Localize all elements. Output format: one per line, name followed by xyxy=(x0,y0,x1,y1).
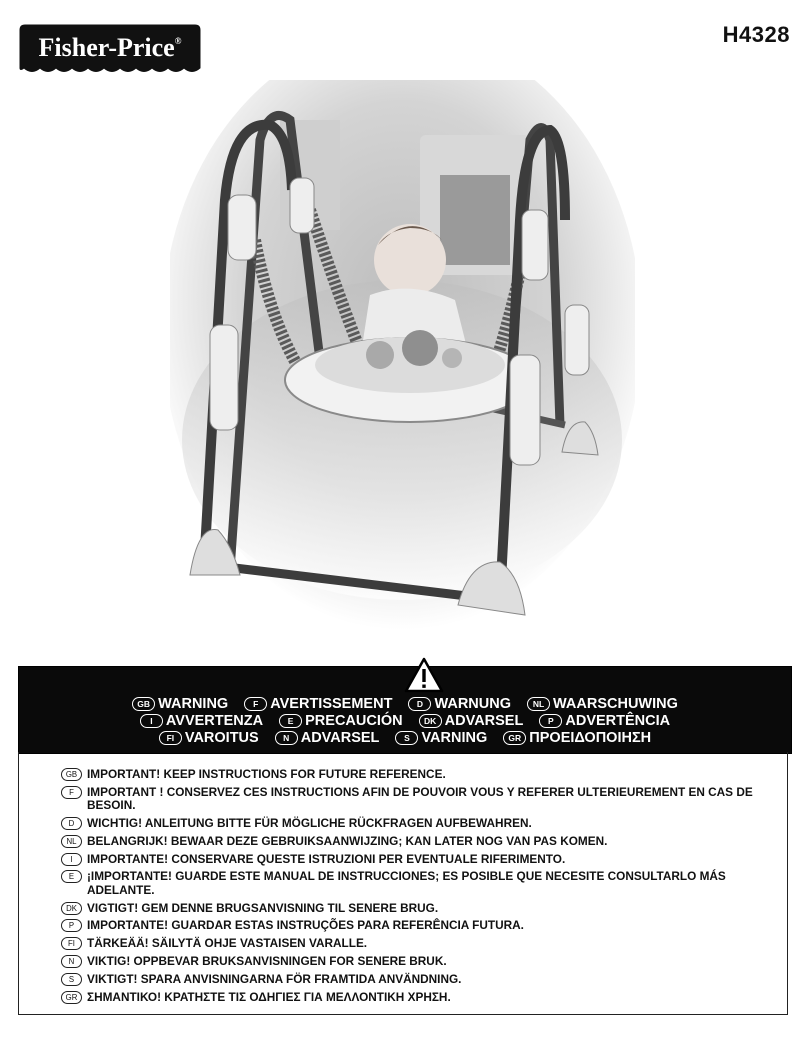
language-badge: F xyxy=(61,786,82,799)
svg-text:Fisher-Price® xyxy=(39,33,182,62)
notice-item xyxy=(61,919,776,932)
language-badge: FI xyxy=(159,731,182,745)
notice-item xyxy=(61,991,776,1004)
language-badge: N xyxy=(61,955,82,968)
model-number: H4328 xyxy=(722,22,790,47)
language-badge: F xyxy=(244,697,267,711)
warning-item xyxy=(527,696,678,713)
language-badge: GB xyxy=(61,768,82,781)
warning-text: ADVARSEL xyxy=(444,713,524,729)
notice-item xyxy=(61,786,776,813)
notice-item xyxy=(61,937,776,950)
product-photo xyxy=(170,80,635,640)
warning-triangle-icon xyxy=(404,657,444,693)
warning-row xyxy=(19,730,791,747)
warning-text: WARNING xyxy=(158,696,229,712)
notice-list xyxy=(61,768,776,1008)
language-badge: D xyxy=(408,697,431,711)
warning-text: AVVERTENZA xyxy=(165,713,264,729)
language-badge: GB xyxy=(132,697,155,711)
warning-item xyxy=(159,730,259,747)
warning-text: ADVARSEL xyxy=(300,730,380,746)
notice-text: VIKTIG! OPPBEVAR BRUKSANVISNINGEN FOR SENERE BRUK. xyxy=(87,953,447,968)
language-badge: S xyxy=(395,731,418,745)
notice-item xyxy=(61,853,776,866)
language-badge: FI xyxy=(61,937,82,950)
notice-item xyxy=(61,870,776,897)
warning-item xyxy=(539,713,670,730)
notice-text: IMPORTANTE! GUARDAR ESTAS INSTRUÇÕES PARA REFERÊNCIA FUTURA. xyxy=(87,918,524,933)
language-badge: P xyxy=(61,919,82,932)
warning-text: VARNING xyxy=(421,730,488,746)
warning-headings xyxy=(19,696,791,747)
warning-text: VAROITUS xyxy=(184,730,259,746)
notice-item xyxy=(61,768,776,781)
notice-text: IMPORTANT! KEEP INSTRUCTIONS FOR FUTURE REFERENCE. xyxy=(87,767,446,781)
warning-banner xyxy=(18,666,792,754)
notice-item xyxy=(61,955,776,968)
notice-text: WICHTIG! ANLEITUNG BITTE FÜR MÖGLICHE RÜCKFRAGEN AUFBEWAHREN. xyxy=(87,816,532,830)
brand-reg-mark: ® xyxy=(174,36,182,46)
warning-item xyxy=(503,730,651,747)
warning-item xyxy=(279,713,402,730)
fisher-price-logo xyxy=(16,22,204,80)
notice-text: ¡IMPORTANTE! GUARDE ESTE MANUAL DE INSTRUCCIONES; ES POSIBLE QUE NECESITE CONSULTARLO MÁS ADELANTE. xyxy=(87,869,726,897)
notice-item xyxy=(61,902,776,915)
language-badge: DK xyxy=(419,714,442,728)
language-badge: S xyxy=(61,973,82,986)
language-badge: D xyxy=(61,817,82,830)
language-badge: N xyxy=(275,731,298,745)
language-badge: P xyxy=(539,714,562,728)
warning-text: WAARSCHUWING xyxy=(553,696,678,712)
notice-text: ΣΗΜΑΝΤΙΚΟ! ΚΡΑΤΗΣΤΕ ΤΙΣ ΟΔΗΓΙΕΣ ΓΙΑ ΜΕΛΛΟΝΤΙΚΗ ΧΡΗΣΗ. xyxy=(87,989,451,1004)
language-badge: NL xyxy=(527,697,550,711)
notice-text: VIGTIGT! GEM DENNE BRUGSANVISNING TIL SENERE BRUG. xyxy=(87,900,439,915)
language-badge: DK xyxy=(61,902,82,915)
warning-text: PRECAUCIÓN xyxy=(305,713,403,729)
warning-text: ΠΡΟΕΙΔΟΠΟΙΗΣΗ xyxy=(529,730,652,746)
notice-item xyxy=(61,835,776,848)
warning-item xyxy=(275,730,380,747)
notice-text: IMPORTANTE! CONSERVARE QUESTE ISTRUZIONI PER EVENTUALE RIFERIMENTO. xyxy=(87,851,566,866)
language-badge: NL xyxy=(61,835,82,848)
language-badge: GR xyxy=(61,991,82,1004)
notice-text: IMPORTANT ! CONSERVEZ CES INSTRUCTIONS AFIN DE POUVOIR VOUS Y REFERER ULTERIEUREMENT EN CAS DE BESOIN. xyxy=(87,784,753,813)
notice-text: VIKTIGT! SPARA ANVISNINGARNA FÖR FRAMTIDA ANVÄNDNING. xyxy=(87,971,462,986)
warning-item xyxy=(244,696,392,713)
warning-item xyxy=(419,713,524,730)
warning-text: ADVERTÊNCIA xyxy=(565,713,671,729)
warning-text: WARNUNG xyxy=(434,696,511,712)
warning-item xyxy=(395,730,487,747)
warning-row xyxy=(19,696,791,713)
language-badge: E xyxy=(61,870,82,883)
warning-item xyxy=(132,696,228,713)
warning-item xyxy=(408,696,511,713)
notice-text: BELANGRIJK! BEWAAR DEZE GEBRUIKSAANWIJZING; KAN LATER NOG VAN PAS KOMEN. xyxy=(87,833,608,848)
important-notices-box xyxy=(18,752,788,1015)
notice-item xyxy=(61,817,776,830)
notice-text: TÄRKEÄÄ! SÄILYTÄ OHJE VASTAISEN VARALLE. xyxy=(87,936,368,951)
language-badge: E xyxy=(279,714,302,728)
language-badge: I xyxy=(61,853,82,866)
language-badge: I xyxy=(140,714,163,728)
notice-item xyxy=(61,973,776,986)
warning-row xyxy=(19,713,791,730)
warning-text: AVERTISSEMENT xyxy=(270,696,393,712)
warning-item xyxy=(140,713,263,730)
language-badge: GR xyxy=(503,731,526,745)
brand-name: Fisher-Price xyxy=(38,33,175,62)
